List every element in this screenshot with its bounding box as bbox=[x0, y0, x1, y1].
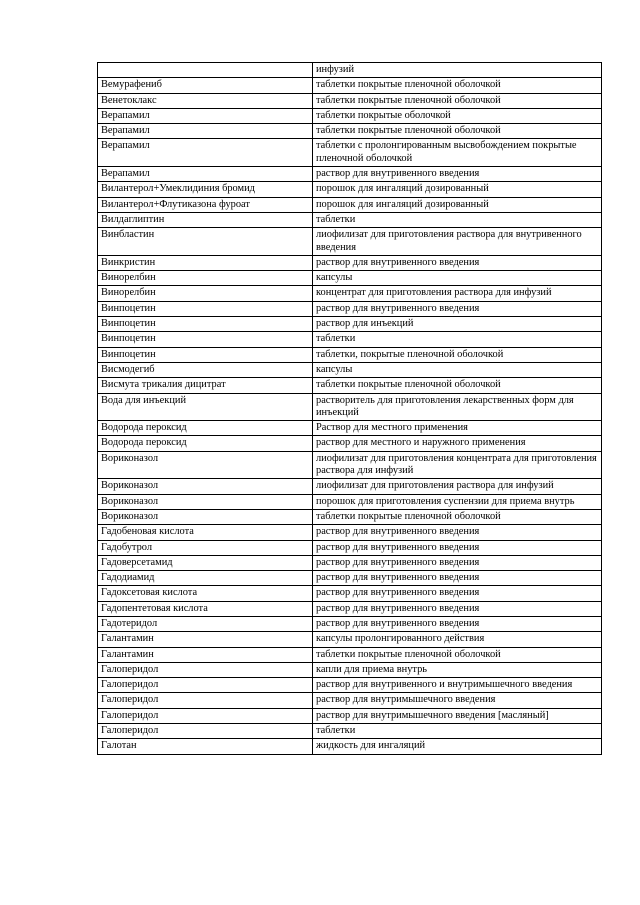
dosage-form-cell: таблетки покрытые пленочной оболочкой bbox=[313, 124, 602, 139]
drug-name-cell: Верапамил bbox=[98, 108, 313, 123]
drug-name-cell: Винпоцетин bbox=[98, 317, 313, 332]
dosage-form-cell: жидкость для ингаляций bbox=[313, 739, 602, 754]
table-body bbox=[98, 63, 602, 755]
table-row bbox=[98, 286, 602, 301]
table-row bbox=[98, 540, 602, 555]
table-row bbox=[98, 255, 602, 270]
dosage-form-cell: таблетки bbox=[313, 724, 602, 739]
table-row bbox=[98, 678, 602, 693]
table-row bbox=[98, 509, 602, 524]
table-row bbox=[98, 108, 602, 123]
drug-name-cell: Винорелбин bbox=[98, 271, 313, 286]
drug-name-cell: Вориконазол bbox=[98, 494, 313, 509]
dosage-form-cell: капсулы bbox=[313, 271, 602, 286]
table-row bbox=[98, 693, 602, 708]
drug-name-cell: Винпоцетин bbox=[98, 301, 313, 316]
table-row bbox=[98, 124, 602, 139]
table-row bbox=[98, 271, 602, 286]
drug-name-cell: Верапамил bbox=[98, 139, 313, 167]
table-row bbox=[98, 571, 602, 586]
table-row bbox=[98, 724, 602, 739]
dosage-form-cell: раствор для внутривенного введения bbox=[313, 301, 602, 316]
dosage-form-cell: таблетки с пролонгированным высвобождением покрытые пленочной оболочкой bbox=[313, 139, 602, 167]
dosage-form-cell: раствор для внутривенного введения bbox=[313, 255, 602, 270]
table-row bbox=[98, 451, 602, 479]
table-row bbox=[98, 586, 602, 601]
table-row bbox=[98, 182, 602, 197]
table-row bbox=[98, 708, 602, 723]
table-row bbox=[98, 479, 602, 494]
drug-name-cell: Гадобеновая кислота bbox=[98, 525, 313, 540]
table-row bbox=[98, 421, 602, 436]
drug-name-cell: Вориконазол bbox=[98, 479, 313, 494]
table-row bbox=[98, 347, 602, 362]
dosage-form-cell: таблетки покрытые пленочной оболочкой bbox=[313, 509, 602, 524]
dosage-form-cell: таблетки покрытые пленочной оболочкой bbox=[313, 78, 602, 93]
drug-name-cell: Винбластин bbox=[98, 228, 313, 256]
drug-name-cell: Галоперидол bbox=[98, 678, 313, 693]
drug-name-cell: Винпоцетин bbox=[98, 347, 313, 362]
drug-name-cell: Галотан bbox=[98, 739, 313, 754]
dosage-form-cell: таблетки покрытые пленочной оболочкой bbox=[313, 93, 602, 108]
table-row bbox=[98, 317, 602, 332]
dosage-form-cell: таблетки покрытые пленочной оболочкой bbox=[313, 378, 602, 393]
dosage-form-cell: капсулы пролонгированного действия bbox=[313, 632, 602, 647]
drug-name-cell: Гадобутрол bbox=[98, 540, 313, 555]
dosage-form-cell: порошок для ингаляций дозированный bbox=[313, 182, 602, 197]
table-row bbox=[98, 632, 602, 647]
dosage-form-cell: раствор для внутривенного введения bbox=[313, 525, 602, 540]
table-row bbox=[98, 228, 602, 256]
dosage-form-cell: раствор для внутривенного введения bbox=[313, 555, 602, 570]
drug-name-cell: Галантамин bbox=[98, 647, 313, 662]
table-row bbox=[98, 139, 602, 167]
dosage-form-cell: раствор для внутримышечного введения [масляный] bbox=[313, 708, 602, 723]
drug-name-cell: Венетоклакс bbox=[98, 93, 313, 108]
dosage-form-cell: порошок для ингаляций дозированный bbox=[313, 197, 602, 212]
table-row bbox=[98, 616, 602, 631]
dosage-form-cell: раствор для внутривенного введения bbox=[313, 586, 602, 601]
drug-name-cell: Гадодиамид bbox=[98, 571, 313, 586]
dosage-form-cell: инфузий bbox=[313, 63, 602, 78]
table-row bbox=[98, 197, 602, 212]
dosage-form-cell: таблетки bbox=[313, 212, 602, 227]
drug-name-cell: Галоперидол bbox=[98, 693, 313, 708]
drug-name-cell: Водорода пероксид bbox=[98, 421, 313, 436]
drug-name-cell: Верапамил bbox=[98, 167, 313, 182]
table-row bbox=[98, 78, 602, 93]
dosage-form-cell: лиофилизат для приготовления концентрата для приготовления раствора для инфузий bbox=[313, 451, 602, 479]
drug-forms-table bbox=[97, 62, 602, 755]
drug-name-cell: Вилдаглиптин bbox=[98, 212, 313, 227]
drug-name-cell: Винорелбин bbox=[98, 286, 313, 301]
dosage-form-cell: раствор для внутривенного введения bbox=[313, 167, 602, 182]
table-row bbox=[98, 647, 602, 662]
drug-name-cell: Галантамин bbox=[98, 632, 313, 647]
drug-name-cell: Вемурафениб bbox=[98, 78, 313, 93]
dosage-form-cell: раствор для местного и наружного применения bbox=[313, 436, 602, 451]
table-row bbox=[98, 212, 602, 227]
drug-name-cell: Галоперидол bbox=[98, 724, 313, 739]
drug-name-cell: Вилантерол+Флутиказона фуроат bbox=[98, 197, 313, 212]
dosage-form-cell: капли для приема внутрь bbox=[313, 662, 602, 677]
table-row bbox=[98, 63, 602, 78]
table-row bbox=[98, 301, 602, 316]
drug-name-cell: Водорода пероксид bbox=[98, 436, 313, 451]
dosage-form-cell: раствор для внутривенного и внутримышечного введения bbox=[313, 678, 602, 693]
drug-name-cell: Гадоксетовая кислота bbox=[98, 586, 313, 601]
dosage-form-cell: раствор для внутривенного введения bbox=[313, 601, 602, 616]
table-row bbox=[98, 167, 602, 182]
drug-name-cell: Висмута трикалия дицитрат bbox=[98, 378, 313, 393]
dosage-form-cell: таблетки покрытые пленочной оболочкой bbox=[313, 647, 602, 662]
dosage-form-cell: раствор для инъекций bbox=[313, 317, 602, 332]
table-row bbox=[98, 494, 602, 509]
drug-name-cell: Вориконазол bbox=[98, 451, 313, 479]
drug-name-cell: Вориконазол bbox=[98, 509, 313, 524]
table-row bbox=[98, 93, 602, 108]
drug-name-cell: Верапамил bbox=[98, 124, 313, 139]
drug-name-cell: Висмодегиб bbox=[98, 362, 313, 377]
dosage-form-cell: капсулы bbox=[313, 362, 602, 377]
table-row bbox=[98, 601, 602, 616]
dosage-form-cell: раствор для внутривенного введения bbox=[313, 540, 602, 555]
drug-name-cell: Винкристин bbox=[98, 255, 313, 270]
table-row bbox=[98, 436, 602, 451]
drug-name-cell: Вода для инъекций bbox=[98, 393, 313, 421]
dosage-form-cell: раствор для внутривенного введения bbox=[313, 571, 602, 586]
table-row bbox=[98, 362, 602, 377]
dosage-form-cell: таблетки, покрытые пленочной оболочкой bbox=[313, 347, 602, 362]
table-row bbox=[98, 525, 602, 540]
drug-name-cell: Гадопентетовая кислота bbox=[98, 601, 313, 616]
table-row bbox=[98, 662, 602, 677]
dosage-form-cell: растворитель для приготовления лекарственных форм для инъекций bbox=[313, 393, 602, 421]
table-row bbox=[98, 555, 602, 570]
table-row bbox=[98, 739, 602, 754]
dosage-form-cell: Раствор для местного применения bbox=[313, 421, 602, 436]
drug-name-cell bbox=[98, 63, 313, 78]
drug-name-cell: Гадотеридол bbox=[98, 616, 313, 631]
dosage-form-cell: раствор для внутримышечного введения bbox=[313, 693, 602, 708]
dosage-form-cell: лиофилизат для приготовления раствора для внутривенного введения bbox=[313, 228, 602, 256]
table-row bbox=[98, 332, 602, 347]
drug-name-cell: Винпоцетин bbox=[98, 332, 313, 347]
drug-name-cell: Гадоверсетамид bbox=[98, 555, 313, 570]
dosage-form-cell: порошок для приготовления суспензии для приема внутрь bbox=[313, 494, 602, 509]
table-row bbox=[98, 378, 602, 393]
dosage-form-cell: лиофилизат для приготовления раствора для инфузий bbox=[313, 479, 602, 494]
dosage-form-cell: концентрат для приготовления раствора для инфузий bbox=[313, 286, 602, 301]
drug-name-cell: Галоперидол bbox=[98, 662, 313, 677]
dosage-form-cell: таблетки покрытые оболочкой bbox=[313, 108, 602, 123]
drug-name-cell: Вилантерол+Умеклидиния бромид bbox=[98, 182, 313, 197]
table-row bbox=[98, 393, 602, 421]
dosage-form-cell: таблетки bbox=[313, 332, 602, 347]
dosage-form-cell: раствор для внутривенного введения bbox=[313, 616, 602, 631]
drug-name-cell: Галоперидол bbox=[98, 708, 313, 723]
